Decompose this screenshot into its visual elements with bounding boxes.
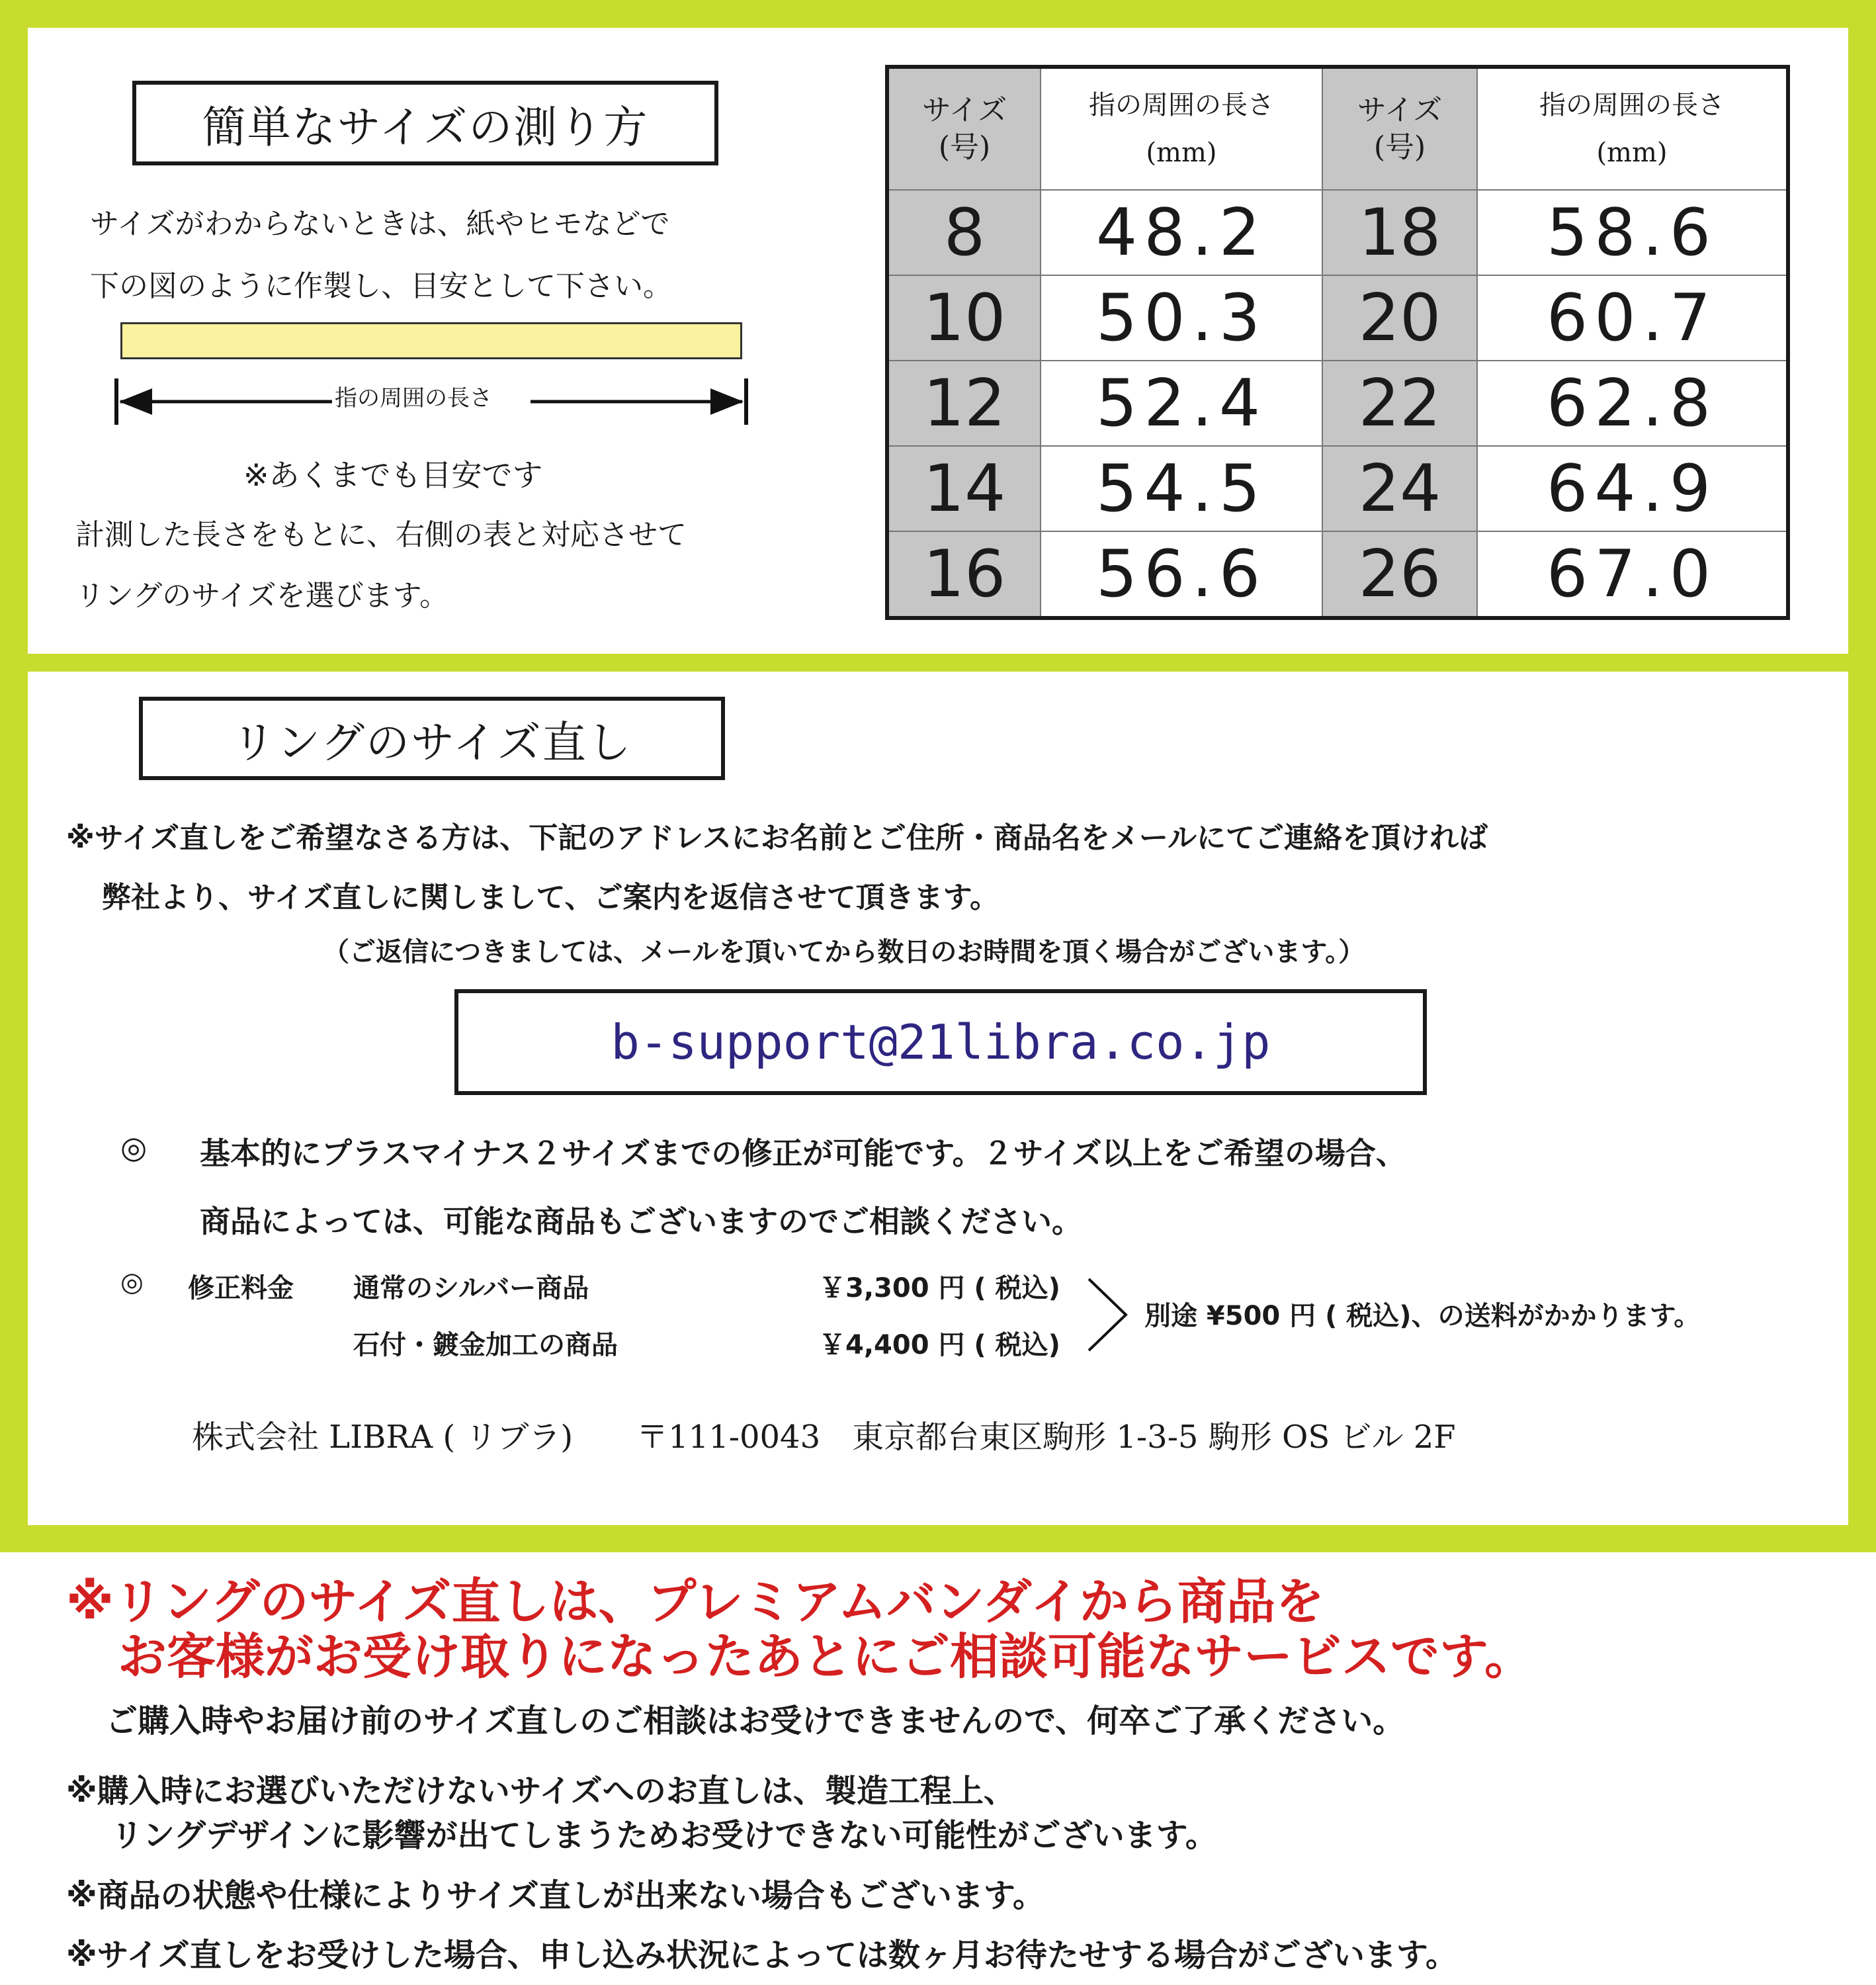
resize-service-panel (28, 672, 1848, 1525)
size-cell: 22 (1322, 361, 1477, 446)
bracket-chevron-icon (1085, 1275, 1131, 1354)
length-cell: 48.2 (1041, 190, 1322, 275)
table-row (887, 275, 1788, 361)
fee-item-silver: 通常のシルバー商品 (353, 1273, 589, 1303)
arrow-label: 指の周囲の長さ (335, 385, 492, 412)
length-cell: 67.0 (1477, 531, 1788, 618)
point1-line2: 商品によっては、可能な商品もございますのでご相談ください。 (200, 1204, 1082, 1239)
size-cell: 10 (887, 275, 1041, 361)
bullet-icon: ◎ (120, 1267, 144, 1298)
point1-line1: 基本的にプラスマイナス２サイズまでの修正が可能です。２サイズ以上をご希望の場合、 (200, 1135, 1406, 1171)
size-cell: 8 (887, 190, 1041, 275)
table-row (887, 446, 1788, 531)
measure-intro-line2: 下の図のように作製し、目安として下さい。 (90, 269, 672, 303)
resize-line3: （ご返信につきましては、メールを頂いてから数日のお時間を頂く場合がございます。） (323, 937, 1365, 967)
size-cell: 12 (887, 361, 1041, 446)
length-cell: 64.9 (1477, 446, 1788, 531)
size-cell: 26 (1322, 531, 1477, 618)
header-size-b: サイズ (号) (1322, 67, 1477, 190)
fee-price-stone: ￥4,400 円 ( 税込) (819, 1330, 1060, 1360)
length-cell: 62.8 (1477, 361, 1788, 446)
table-row (887, 361, 1788, 446)
notice-line3: ※商品の状態や仕様によりサイズ直しが出来ない場合もございます。 (66, 1877, 1045, 1914)
notice-red-line1: ※リングのサイズ直しは、プレミアムバンダイから商品を (66, 1573, 1324, 1630)
resize-line1: ※サイズ直しをご希望なさる方は、下記のアドレスにお名前とご住所・商品名をメールにてご連絡を頂ければ (66, 821, 1488, 855)
notice-line4: ※サイズ直しをお受けした場合、申し込み状況によっては数ヶ月お待たせする場合がございます。 (66, 1937, 1457, 1974)
notice-red-line2: お客様がお受け取りになったあとにご相談可能なサービスです。 (118, 1628, 1534, 1685)
shipping-note: 別途 ¥500 円 ( 税込)、の送料がかかります。 (1144, 1301, 1701, 1331)
length-cell: 52.4 (1041, 361, 1322, 446)
table-row (887, 190, 1788, 275)
fee-item-stone: 石付・鍍金加工の商品 (353, 1330, 618, 1360)
header-size-a: サイズ (号) (887, 67, 1041, 190)
paper-strip-illustration (120, 322, 742, 359)
table-row (887, 531, 1788, 618)
resize-heading: リングのサイズ直し (139, 697, 725, 780)
size-cell: 24 (1322, 446, 1477, 531)
company-address: 株式会社 LIBRA ( リブラ) 〒111-0043 東京都台東区駒形 1-3-5 駒形 OS ビル 2F (192, 1419, 1456, 1456)
notice-line1: ご購入時やお届け前のサイズ直しのご相談はお受けできませんので、何卒ご了承ください。 (106, 1702, 1405, 1740)
bullet-icon: ◎ (120, 1129, 148, 1165)
measure-heading: 簡単なサイズの測り方 (132, 81, 718, 165)
fee-label: 修正料金 (188, 1273, 294, 1303)
support-email[interactable]: b-support@21libra.co.jp (454, 989, 1427, 1095)
fee-price-silver: ￥3,300 円 ( 税込) (819, 1273, 1060, 1303)
length-cell: 58.6 (1477, 190, 1788, 275)
length-cell: 50.3 (1041, 275, 1322, 361)
size-cell: 14 (887, 446, 1041, 531)
size-cell: 18 (1322, 190, 1477, 275)
measure-intro-line1: サイズがわからないときは、紙やヒモなどで (90, 207, 670, 241)
measure-outro-line1: 計測した長さをもとに、右側の表と対応させて (75, 518, 687, 552)
length-cell: 60.7 (1477, 275, 1788, 361)
measure-note: ※あくまでも目安です (243, 457, 543, 493)
size-cell: 20 (1322, 275, 1477, 361)
table-header-row (887, 67, 1788, 190)
length-cell: 56.6 (1041, 531, 1322, 618)
size-cell: 16 (887, 531, 1041, 618)
length-cell: 54.5 (1041, 446, 1322, 531)
header-length-a: 指の周囲の長さ (mm) (1041, 67, 1322, 190)
size-table (885, 65, 1790, 620)
size-guide-panel (28, 28, 1848, 654)
header-length-b: 指の周囲の長さ (mm) (1477, 67, 1788, 190)
notice-line2b: リングデザインに影響が出てしまうためお受けできない可能性がございます。 (111, 1817, 1217, 1854)
resize-line2: 弊社より、サイズ直しに関しまして、ご案内を返信させて頂きます。 (102, 881, 1000, 914)
measure-outro-line2: リングのサイズを選びます。 (75, 579, 449, 613)
notice-line2a: ※購入時にお選びいただけないサイズへのお直しは、製造工程上、 (66, 1773, 1015, 1810)
